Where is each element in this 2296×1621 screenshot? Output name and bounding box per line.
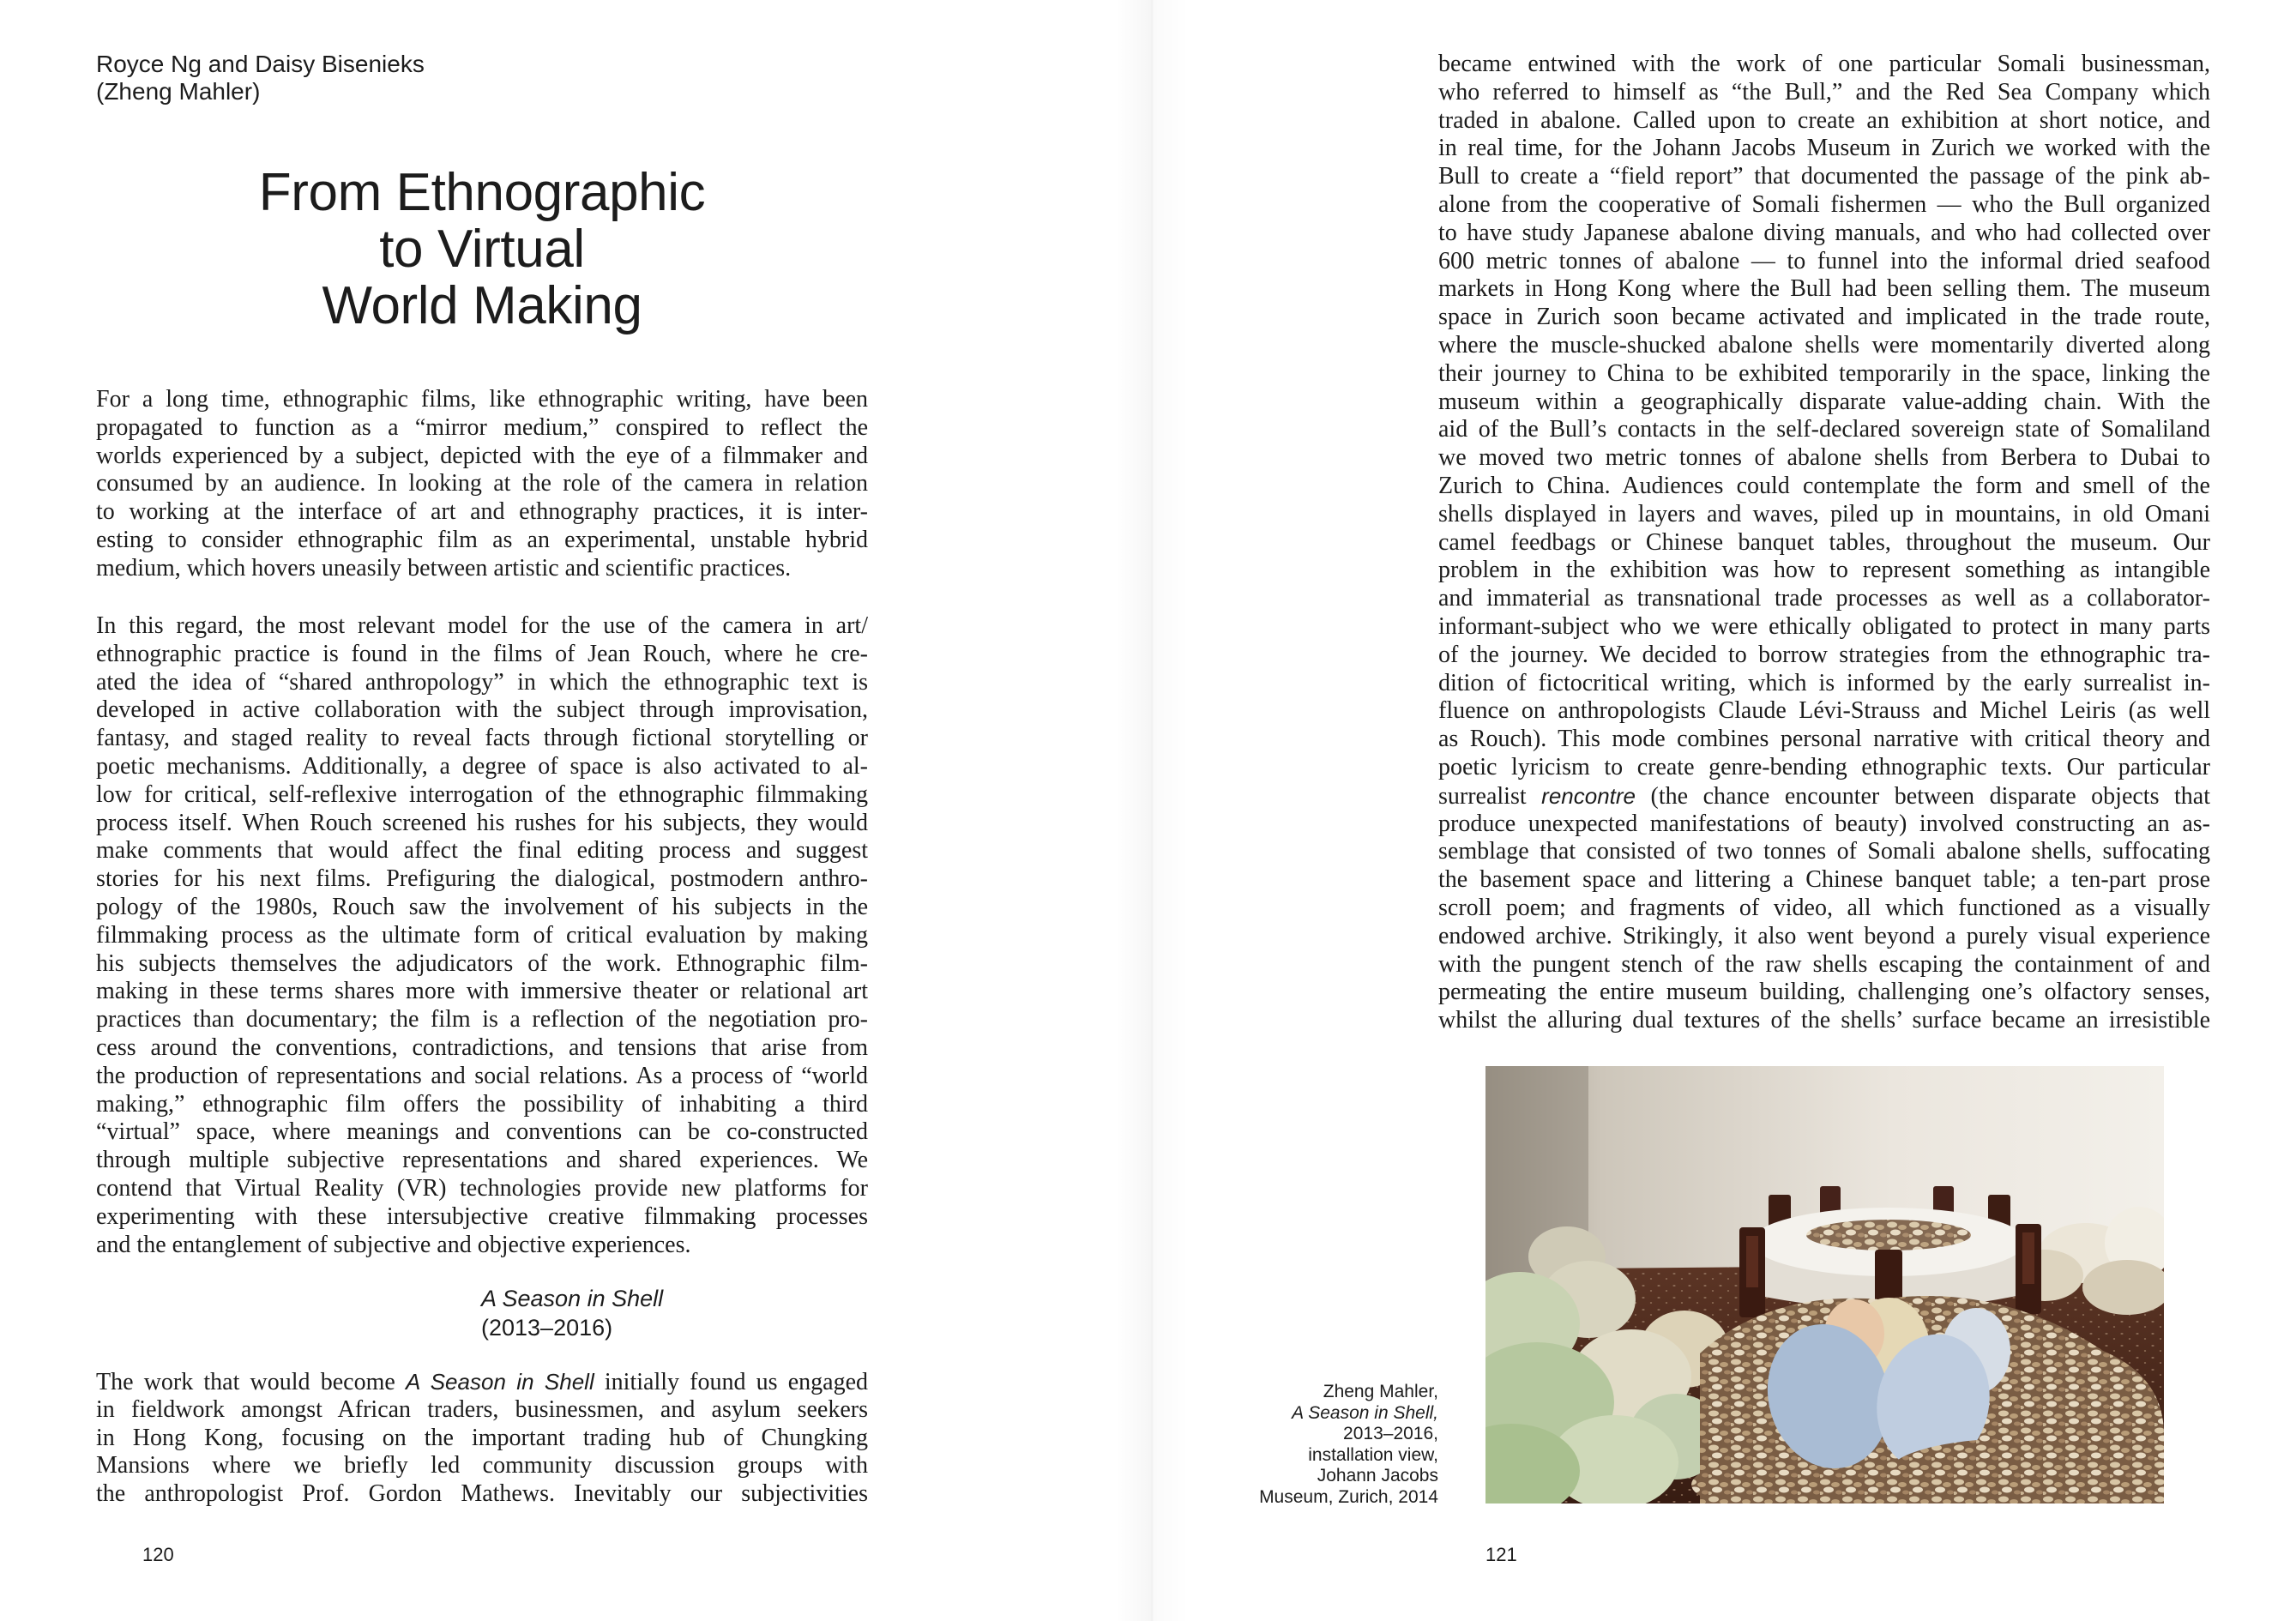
section-heading-title: A Season in Shell xyxy=(481,1286,664,1311)
text-line: scroll poem; and fragments of video, all which functioned as a visually xyxy=(1438,894,2210,921)
text-line: and immaterial as transnational trade processes as well as a collaborator- xyxy=(1438,585,2210,612)
chair-slat xyxy=(1746,1236,1758,1287)
figure-caption xyxy=(1259,1382,1438,1509)
text-line: produce unexpected manifestations of beauty) involved constructing an as- xyxy=(1438,810,2210,837)
text-line: where the muscle-shucked abalone shells were momentarily diverted along xyxy=(1438,331,2210,359)
text-line: problem in the exhibition was how to represent something as intangible xyxy=(1438,557,2210,584)
text-line: ated the idea of “shared anthropology” in which the ethnographic text is xyxy=(96,668,868,696)
text-line: their journey to China to be exhibited temporarily in the space, linking the xyxy=(1438,359,2210,387)
author-collective: (Zheng Mahler) xyxy=(96,78,261,105)
text-line: stories for his next films. Prefiguring the dialogical, postmodern anthro- xyxy=(96,865,868,893)
text-line: make comments that would affect the final editing process and suggest xyxy=(96,837,868,865)
text-line xyxy=(96,1368,868,1396)
text-line xyxy=(1438,782,2210,810)
text-line: museum within a geographically disparate value-adding chain. With the xyxy=(1438,388,2210,415)
author-credit xyxy=(96,51,425,105)
shells xyxy=(2052,1399,2154,1437)
text-line: in Hong Kong, focusing on the important trading hub of Chungking xyxy=(96,1424,868,1451)
text-line: to have study Japanese abalone diving manuals, and who had collected over xyxy=(1438,219,2210,246)
chair-slat xyxy=(2022,1232,2034,1284)
text-line: in real time, for the Johann Jacobs Museum in Zurich we worked with the xyxy=(1438,135,2210,162)
text-line: worlds experienced by a subject, depicted with the eye of a filmmaker and xyxy=(96,442,868,469)
section-heading xyxy=(481,1284,663,1342)
title-line: From Ethnographic xyxy=(258,163,706,222)
text-line: ethnographic practice is found in the films of Jean Rouch, where he cre- xyxy=(96,640,868,667)
table-shells xyxy=(1806,1220,1971,1250)
text-line: Bull to create a “field report” that documented the passage of the pink ab- xyxy=(1438,163,2210,190)
text-line: traded in abalone. Called upon to create an exhibition at short notice, and xyxy=(1438,106,2210,134)
text-line: of the journey. We decided to borrow strategies from the ethnographic tra- xyxy=(1438,641,2210,668)
text-line: we moved two metric tonnes of abalone shells from Berbera to Dubai to xyxy=(1438,444,2210,472)
text-line: In this regard, the most relevant model for the use of the camera in art/ xyxy=(96,612,868,639)
text-line: informant-subject who we were ethically obligated to protect in many parts xyxy=(1438,612,2210,640)
text-line: who referred to himself as “the Bull,” and the Red Sea Company which xyxy=(1438,78,2210,105)
italic-title: rencontre xyxy=(1541,782,1636,809)
installation-photo-svg xyxy=(1485,1066,2164,1503)
text-line: markets in Hong Kong where the Bull had been selling them. The museum xyxy=(1438,275,2210,303)
section-heading-years: (2013–2016) xyxy=(481,1315,613,1341)
text-line: contend that Virtual Reality (VR) technologies provide new platforms for xyxy=(96,1174,868,1202)
text-line: the basement space and littering a Chinese banquet table; a ten-part prose xyxy=(1438,866,2210,894)
caption-artist: Zheng Mahler, xyxy=(1323,1382,1438,1401)
text-line: semblage that consisted of two tonnes of Somali abalone shells, suffocating xyxy=(1438,838,2210,865)
italic-title: A Season in Shell xyxy=(405,1369,594,1395)
text-line: experimenting with these intersubjective creative filmmaking processes xyxy=(96,1202,868,1230)
caption-years: 2013–2016, xyxy=(1343,1424,1438,1444)
text-line: with the pungent stench of the raw shells escaping the containment of and xyxy=(1438,950,2210,978)
article-title xyxy=(96,165,868,334)
text-line: fluence on anthropologists Claude Lévi-Strauss and Michel Leiris (as well xyxy=(1438,697,2210,725)
text-line: dition of fictocritical writing, which is informed by the early surrealist in- xyxy=(1438,669,2210,696)
page-number-right: 121 xyxy=(1485,1544,1517,1565)
page-number-left: 120 xyxy=(142,1544,174,1565)
book-gutter xyxy=(1115,0,1189,1621)
text-line: 600 metric tonnes of abalone — to funnel into the informal dried seafood xyxy=(1438,247,2210,274)
text-segment: initially found us engaged xyxy=(594,1369,869,1395)
text-line: in fieldwork amongst African traders, businessmen, and asylum seekers xyxy=(96,1395,868,1423)
paragraph-2 xyxy=(96,612,868,1259)
text-line: poetic lyricism to create genre-bending ethnographic texts. Our particular xyxy=(1438,753,2210,780)
text-line: consumed by an audience. In looking at the role of the camera in relation xyxy=(96,470,868,497)
text-line: to working at the interface of art and ethnography practices, it is inter- xyxy=(96,498,868,526)
text-line: the production of representations and social relations. As a process of “world xyxy=(96,1062,868,1089)
text-line: poetic mechanisms. Additionally, a degree of space is also activated to al- xyxy=(96,752,868,780)
text-line: Zurich to China. Audiences could contemplate the form and smell of the xyxy=(1438,472,2210,499)
installation-photo xyxy=(1485,1066,2164,1503)
text-line: became entwined with the work of one particular Somali businessman, xyxy=(1438,51,2210,77)
text-line: camel feedbags or Chinese banquet tables, throughout the museum. Our xyxy=(1438,528,2210,556)
text-line: space in Zurich soon became activated and implicated in the trade route, xyxy=(1438,304,2210,331)
text-segment: The work that would become xyxy=(96,1369,406,1395)
text-line: his subjects themselves the adjudicators of the work. Ethnographic film- xyxy=(96,949,868,977)
text-line: filmmaking process as the ultimate form of critical evaluation by making xyxy=(96,921,868,949)
text-line: whilst the alluring dual textures of the shells’ surface became an irresistible xyxy=(1438,1007,2210,1034)
text-segment: surrealist xyxy=(1438,782,1542,810)
title-line: to Virtual xyxy=(379,220,585,279)
text-line: propagated to function as a “mirror medium,” conspired to reflect the xyxy=(96,413,868,441)
text-line: practices than documentary; the film is a reflection of the negotiation pro- xyxy=(96,1006,868,1033)
text-line: pology of the 1980s, Rouch saw the involvement of his subjects in the xyxy=(96,893,868,920)
text-line: low for critical, self-reflexive interrogation of the ethnographic filmmaking xyxy=(96,780,868,808)
text-line: the anthropologist Prof. Gordon Mathews. Inevitably our subjectivities xyxy=(96,1480,868,1508)
text-segment: (the chance encounter between disparate objects that xyxy=(1636,782,2210,810)
text-line: medium, which hovers uneasily between artistic and scientific practices. xyxy=(96,554,792,582)
text-line: “virtual” space, where meanings and conventions can be co-constructed xyxy=(96,1118,868,1146)
text-line: as Rouch). This mode combines personal narrative with critical theory and xyxy=(1438,726,2210,753)
text-line: alone from the cooperative of Somali fishermen — who the Bull organized xyxy=(1438,190,2210,218)
text-line: shells displayed in layers and waves, piled up in mountains, in old Omani xyxy=(1438,500,2210,527)
title-line: World Making xyxy=(322,276,642,335)
text-line: esting to consider ethnographic film as an experimental, unstable hybrid xyxy=(96,526,868,553)
text-line: process itself. When Rouch screened his rushes for his subjects, they would xyxy=(96,809,868,836)
text-line: fantasy, and staged reality to reveal facts through fictional storytelling or xyxy=(96,725,868,752)
paragraph-1 xyxy=(96,386,868,583)
text-line: permeating the entire museum building, challenging one’s olfactory senses, xyxy=(1438,979,2210,1006)
paragraph-continued xyxy=(1438,51,2210,1035)
caption-venue: Johann Jacobs xyxy=(1317,1466,1438,1486)
text-line: cess around the conventions, contradictions, and tensions that arise from xyxy=(96,1033,868,1061)
caption-type: installation view, xyxy=(1308,1444,1438,1465)
author-names: Royce Ng and Daisy Bisenieks xyxy=(96,51,425,77)
text-line: making,” ethnographic film offers the possibility of inhabiting a third xyxy=(96,1090,868,1118)
text-line: and the entanglement of subjective and objective experiences. xyxy=(96,1231,691,1258)
text-line: through multiple subjective representations and shared experiences. We xyxy=(96,1147,868,1174)
caption-venue: Museum, Zurich, 2014 xyxy=(1259,1486,1438,1507)
text-line: Mansions where we briefly led community discussion groups with xyxy=(96,1452,868,1479)
paragraph-3 xyxy=(96,1368,868,1509)
text-line: For a long time, ethnographic films, like ethnographic writing, have been xyxy=(96,386,868,413)
text-line: endowed archive. Strikingly, it also went beyond a purely visual experience xyxy=(1438,922,2210,949)
text-line: aid of the Bull’s contacts in the self-declared sovereign state of Somaliland xyxy=(1438,416,2210,443)
text-line: making in these terms shares more with immersive theater or relational art xyxy=(96,978,868,1005)
text-line: developed in active collaboration with the subject through improvisation, xyxy=(96,696,868,724)
caption-work: A Season in Shell, xyxy=(1292,1402,1438,1423)
